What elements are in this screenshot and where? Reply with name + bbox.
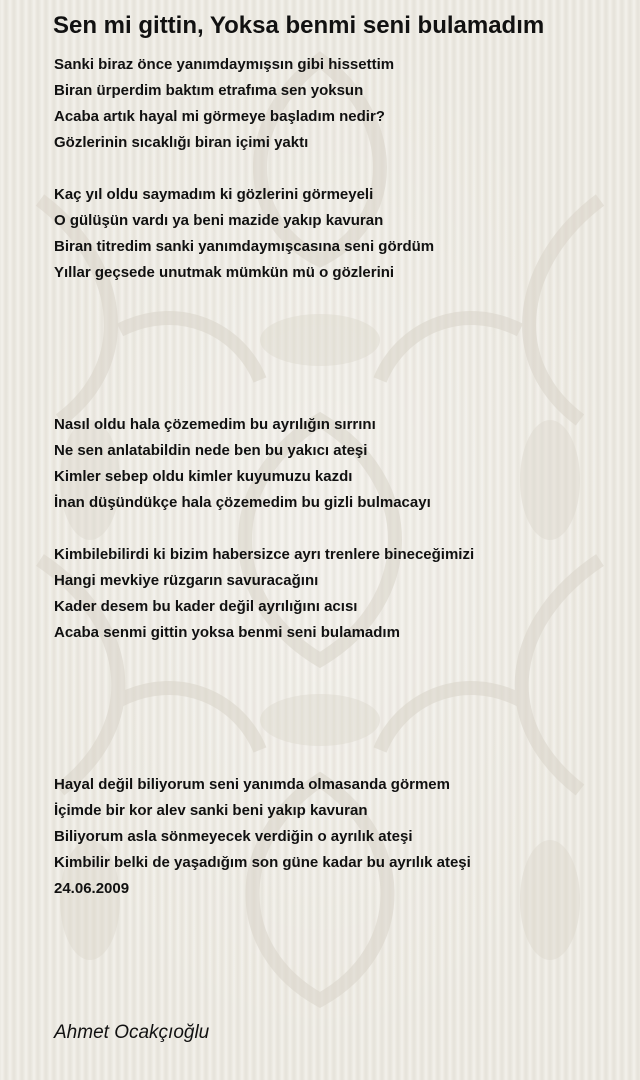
poem-line: Kader desem bu kader değil ayrılığını acısı xyxy=(54,598,358,615)
poem-line: Hayal değil biliyorum seni yanımda olmasanda görmem xyxy=(54,776,450,793)
poem-line: Sanki biraz önce yanımdaymışsın gibi hissettim xyxy=(54,56,395,73)
poem-line: Kaç yıl oldu saymadım ki gözlerini görmeyeli xyxy=(54,186,374,203)
poem-line: Hangi mevkiye rüzgarın savuracağını xyxy=(54,572,319,589)
poem-line: İçimde bir kor alev sanki beni yakıp kavuran xyxy=(54,802,368,819)
poem-line: Gözlerinin sıcaklığı biran içimi yaktı xyxy=(54,134,309,151)
poem-line: Acaba artık hayal mi görmeye başladım nedir? xyxy=(54,108,385,125)
poem-line: Kimbilir belki de yaşadığım son güne kadar bu ayrılık ateşi xyxy=(54,854,471,871)
poem-line: Ne sen anlatabildin nede ben bu yakıcı ateşi xyxy=(54,442,368,459)
poem-line: Biliyorum asla sönmeyecek verdiğin o ayrılık ateşi xyxy=(54,828,413,845)
poem-line: O gülüşün vardı ya beni mazide yakıp kavuran xyxy=(54,212,384,229)
poem-line: Kimbilebilirdi ki bizim habersizce ayrı trenlere bineceğimizi xyxy=(54,546,475,563)
poem-line: Kimler sebep oldu kimler kuyumuzu kazdı xyxy=(54,468,353,485)
poem-line: İnan düşündükçe hala çözemedim bu gizli bulmacayı xyxy=(54,494,431,511)
poem-line: Biran ürperdim baktım etrafıma sen yoksun xyxy=(54,82,364,99)
poem-line: Yıllar geçsede unutmak mümkün mü o gözlerini xyxy=(54,264,395,281)
poem-line: Biran titredim sanki yanımdaymışcasına seni gördüm xyxy=(54,238,435,255)
poem-title: Sen mi gittin, Yoksa benmi seni bulamadım xyxy=(53,12,545,39)
poem-line: Nasıl oldu hala çözemedim bu ayrılığın sırrını xyxy=(54,416,376,433)
poem-author: Ahmet Ocakçıoğlu xyxy=(54,1022,210,1043)
poem-line: Acaba senmi gittin yoksa benmi seni bulamadım xyxy=(54,624,400,641)
poem-date: 24.06.2009 xyxy=(54,880,130,897)
